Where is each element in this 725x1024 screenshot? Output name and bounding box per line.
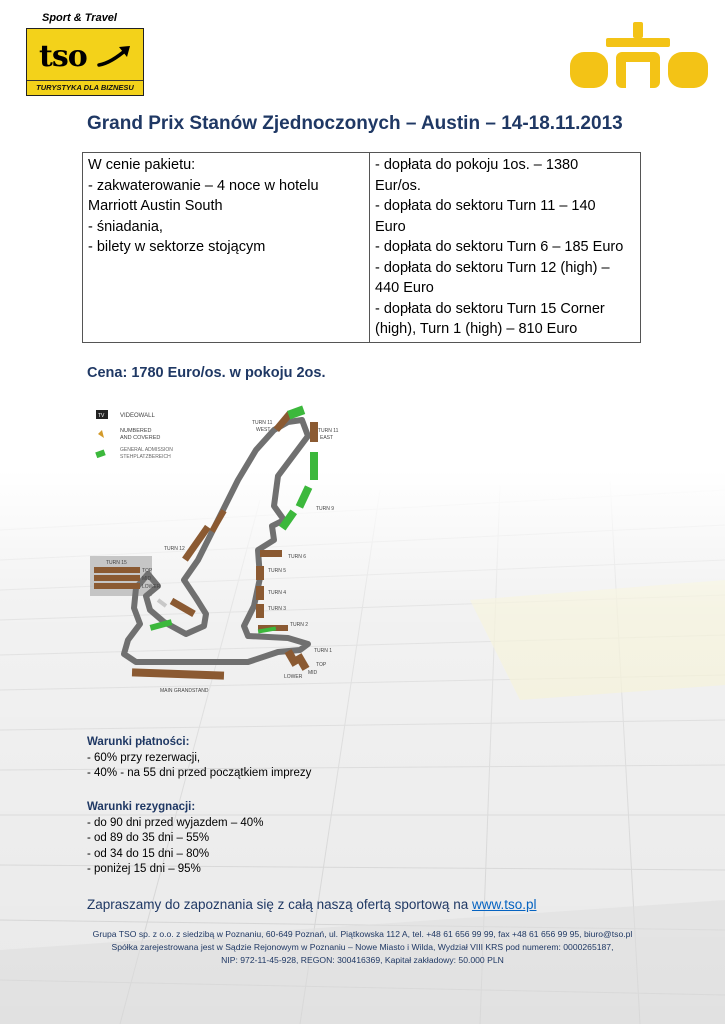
surcharge-line: (high), Turn 1 (high) – 810 Euro (375, 321, 578, 337)
label-turn1-top: TOP (316, 662, 327, 668)
payment-item: - 60% przy rezerwacji, (87, 751, 201, 764)
resignation-item: - od 89 do 35 dni – 55% (87, 832, 210, 844)
legend-ga: GENERAL ADMISSION (120, 447, 173, 453)
payment-header: Warunki płatności: (87, 736, 190, 748)
surcharge-line: - dopłata do pokoju 1os. – 1380 (375, 157, 579, 173)
label-turn15-top: TOP (142, 568, 153, 574)
payment-conditions (87, 735, 487, 782)
label-turn3: TURN 3 (268, 606, 287, 612)
surcharge-line: - dopłata do sektoru Turn 11 – 140 (375, 198, 596, 214)
package-surcharges-cell (370, 153, 641, 343)
ga-icon (95, 449, 106, 458)
included-line: W cenie pakietu: (88, 157, 196, 173)
label-turn1-mid: MID (308, 670, 318, 676)
surcharge-line: Euro (375, 218, 406, 235)
legend-tv: TV (98, 413, 105, 419)
legend-videowall: VIDEOWALL (120, 413, 155, 419)
footer-line: Grupa TSO sp. z o.o. z siedzibą w Poznaniu, 60-649 Poznań, ul. Piątkowska 112 A, tel. +48 61 656 99 99, fax +48 61 656 99 95, biuro@tso.pl (92, 929, 633, 939)
included-line: - bilety w sektorze stojącym (88, 239, 266, 255)
arrow-icon (97, 43, 133, 69)
resignation-item: - poniżej 15 dni – 95% (87, 863, 201, 875)
logo-subtitle: TURYSTYKA DLA BIZNESU (27, 80, 143, 92)
package-table (82, 152, 641, 343)
surcharge-line: 440 Euro (375, 280, 434, 296)
logo-box (26, 28, 144, 96)
footer-line: Spółka zarejestrowana jest w Sądzie Rejonowym w Poznaniu – Nowe Miasto i Wilda, Wydział VIII KRS pod numerem: 0000265187, (111, 942, 614, 952)
label-turn12: TURN 12 (164, 546, 185, 552)
footer (60, 928, 665, 967)
label-turn1: TURN 1 (314, 648, 333, 654)
invitation-text: Zapraszamy do zapoznania się z całą naszą ofertą sportową na (87, 897, 472, 912)
surcharge-line: Eur/os. (375, 177, 421, 194)
label-turn15-lower: LOWER (142, 584, 161, 590)
label-turn11-west: TURN 11 (252, 420, 273, 426)
yellow-chairs-logo (570, 22, 710, 92)
circuit-map (88, 400, 358, 700)
label-turn11-east: TURN 11 (318, 428, 339, 434)
label-turn11-east-sub: EAST (320, 435, 334, 441)
included-line: Marriott Austin South (88, 198, 223, 214)
page-title: Grand Prix Stanów Zjednoczonych – Austin – 14-18.11.2013 (87, 113, 623, 134)
surcharge-line: - dopłata do sektoru Turn 6 – 185 Euro (375, 239, 624, 255)
legend-covered: AND COVERED (120, 435, 161, 441)
tso-logo (26, 12, 144, 95)
label-turn1-lower: LOWER (284, 674, 303, 680)
label-turn2: TURN 2 (290, 622, 309, 628)
resignation-item: - od 34 do 15 dni – 80% (87, 847, 210, 860)
invitation (87, 897, 537, 912)
footer-line: NIP: 972-11-45-928, REGON: 300416369, Kapitał zakładowy: 50.000 PLN (221, 955, 504, 965)
label-turn9: TURN 9 (316, 506, 335, 512)
label-turn15-mid: MID (142, 576, 152, 582)
logo-main-text: tso (39, 39, 87, 74)
label-turn11-west-sub: WEST (256, 427, 271, 433)
resignation-header: Warunki rezygnacji: (87, 801, 196, 813)
label-turn4: TURN 4 (268, 590, 287, 596)
legend-ga-de: STEHPLATZBEREICH (120, 454, 171, 460)
resignation-conditions (87, 800, 487, 878)
price: Cena: 1780 Euro/os. w pokoju 2os. (87, 365, 326, 381)
legend-numbered: NUMBERED (120, 428, 152, 434)
label-turn15: TURN 15 (106, 560, 127, 566)
surcharge-line: - dopłata do sektoru Turn 15 Corner (375, 300, 605, 317)
logo-top-text: Sport & Travel (42, 12, 117, 24)
numbered-seat-icon (98, 430, 104, 438)
website-link[interactable]: www.tso.pl (471, 897, 537, 912)
label-turn6: TURN 6 (288, 554, 307, 560)
label-turn5: TURN 5 (268, 568, 287, 574)
included-line: - zakwaterowanie – 4 noce w hotelu (88, 177, 319, 194)
package-included-cell (83, 153, 370, 343)
label-main-grandstand: MAIN GRANDSTAND (160, 688, 209, 694)
surcharge-line: - dopłata do sektoru Turn 12 (high) – (375, 259, 610, 276)
resignation-item: - do 90 dni przed wyjazdem – 40% (87, 816, 264, 829)
payment-item: - 40% - na 55 dni przed początkiem imprezy (87, 767, 312, 779)
included-line: - śniadania, (88, 218, 163, 235)
